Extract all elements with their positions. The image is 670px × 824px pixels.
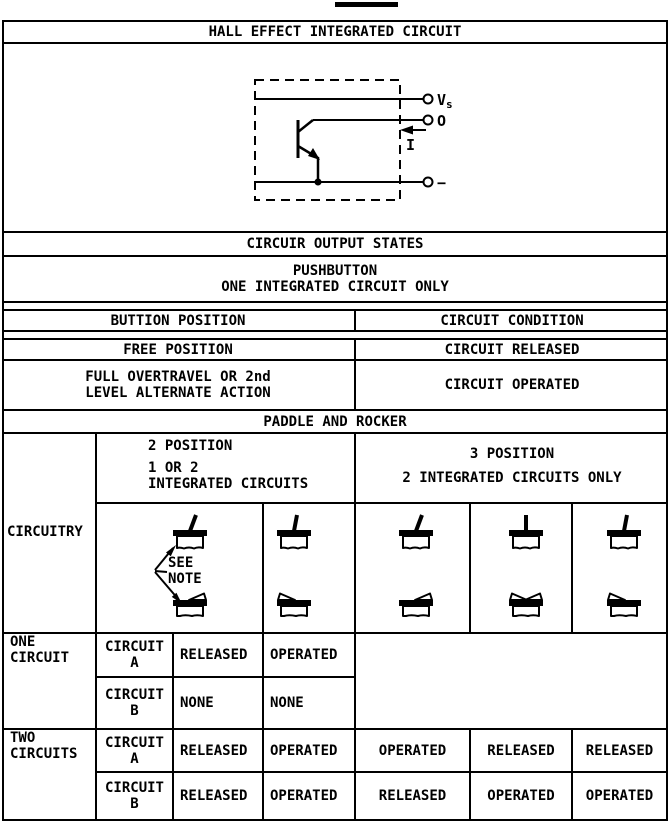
circuit-a-line2: A [130,655,139,671]
column-header-circuit-condition: CIRCUIT CONDITION [440,312,584,329]
one-circuit-a-col2: OPERATED [270,647,338,663]
one-circuit-a-col1: RELEASED [180,647,248,663]
two-circuits-a-col4: RELEASED [487,742,555,759]
one-circuit-label-line1: ONE [10,634,36,650]
pushbutton-heading [2,257,668,301]
paddle-vertical-icon [508,513,544,553]
grid-line [262,632,264,821]
two-circuits-a-name [97,730,172,771]
two-circuits-b-col5: OPERATED [585,788,654,804]
three-position-header [356,438,668,494]
two-circuits-label-line2: CIRCUITS [10,746,78,762]
circuitry-cell [356,504,469,632]
three-position-line1: 3 POSITION [469,446,555,462]
cell-full-overtravel [2,361,354,409]
two-circuits-label [10,730,95,819]
vs-label: $V_s$ [437,91,453,111]
terminal-vs [424,95,433,104]
one-circuit-label-line2: CIRCUIT [10,650,70,666]
top-mark [335,2,398,7]
two-circuits-b-col3: RELEASED [378,788,447,804]
grid-line [172,632,174,821]
cell-circuit-released: CIRCUIT RELEASED [444,341,580,358]
rocker-center-icon [508,592,544,618]
minus-label: − [437,174,447,192]
two-circuits-b-col2: OPERATED [270,788,338,804]
cell-circuit-operated: CIRCUIT OPERATED [444,377,580,393]
cell-free-position: FREE POSITION [123,341,233,358]
grid-line [2,301,668,303]
full-overtravel-line1: FULL OVERTRAVEL OR 2nd [85,369,271,385]
two-position-header [148,438,353,500]
output-label: O [437,112,447,130]
paddle-rocker-heading: PADDLE AND ROCKER [263,413,407,430]
see-note-arrows [140,530,210,615]
paddle-slight-right-icon [276,513,312,553]
two-circuits-a-col1: RELEASED [180,742,248,759]
output-states-heading: CIRCUIR OUTPUT STATES [246,236,424,252]
current-arrow [400,126,426,135]
circuitry-cell [264,504,354,632]
one-circuit-b-name [97,678,172,728]
rocker-right-raised-icon [398,592,434,618]
one-circuit-label [10,634,95,728]
circuitry-cell [471,504,571,632]
rocker-left-raised-icon [276,592,312,618]
see-note-line2: NOTE [168,571,202,587]
terminal-output [424,116,433,125]
two-circuits-a-col3: OPERATED [378,742,447,759]
three-position-line2: 2 INTEGRATED CIRCUITS ONLY [402,470,622,486]
two-circuits-a-col2: OPERATED [270,742,338,759]
circuit-a-line1: CIRCUIT [104,639,164,655]
circuitry-row-label: CIRCUITRY [7,524,83,540]
one-circuit-b-col1: NONE [180,695,214,711]
circuit-a-line1: CIRCUIT [104,734,164,751]
two-circuits-a-col5: RELEASED [585,742,654,759]
full-overtravel-line2: LEVEL ALTERNATE ACTION [85,385,271,401]
grid-line [2,819,668,821]
pushbutton-line2: ONE INTEGRATED CIRCUIT ONLY [221,279,449,295]
two-circuits-b-col4: OPERATED [487,788,555,804]
circuit-a-line2: A [130,750,139,767]
terminal-minus [424,178,433,187]
paddle-slight-right-icon [606,513,642,553]
transistor-symbol [298,120,322,186]
circuit-b-line1: CIRCUIT [104,780,164,796]
circuit-b-line2: B [130,703,139,719]
rocker-left-raised-icon [606,592,642,618]
circuit-b-line2: B [130,796,139,812]
circuitry-cell [573,504,666,632]
column-header-button-position: BUTTION POSITION [110,312,246,329]
two-position-line1: 2 POSITION [148,438,233,454]
pushbutton-line1: PUSHBUTTON [292,263,378,279]
two-circuits-b-col1: RELEASED [180,788,248,804]
circuit-b-line1: CIRCUIT [104,687,164,703]
current-label: I [406,136,416,154]
hall-effect-circuit-diagram [2,44,668,230]
two-position-line2: 1 OR 2 [148,460,199,476]
two-circuits-b-name [97,773,172,819]
two-position-line3: INTEGRATED CIRCUITS [148,476,309,492]
page-title: HALL EFFECT INTEGRATED CIRCUIT [208,24,462,40]
paddle-tilted-right-icon [398,513,434,553]
one-circuit-a-name [97,634,172,676]
see-note-line1: SEE [168,555,194,571]
one-circuit-b-col2: NONE [270,695,304,711]
two-circuits-label-line1: TWO [10,730,36,746]
